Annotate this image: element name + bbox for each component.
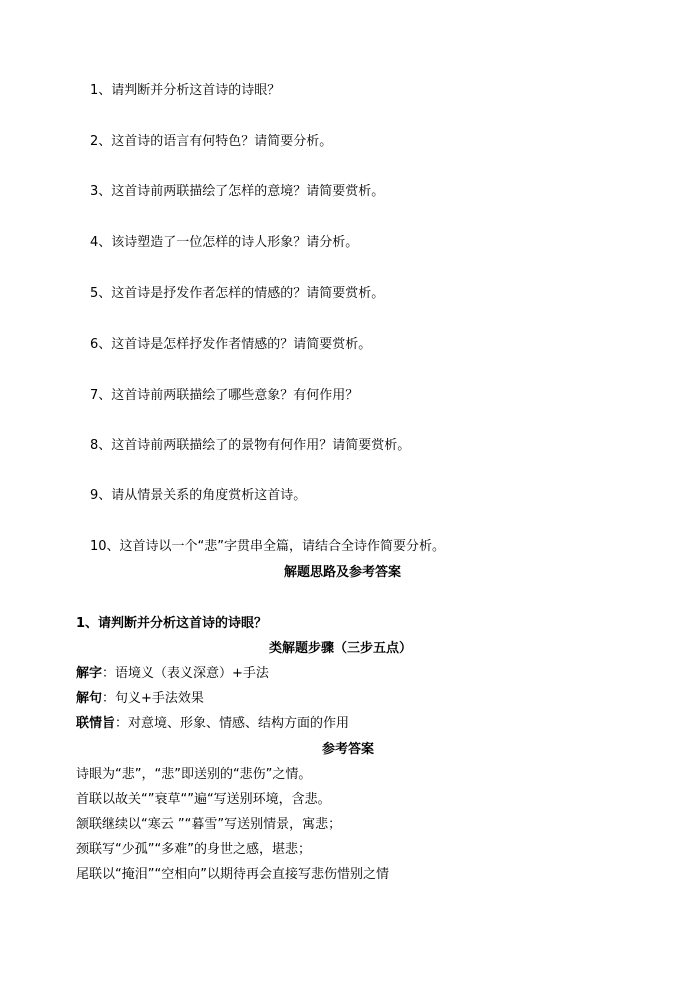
step-item <box>76 690 204 708</box>
step-label: 解句 <box>76 691 103 706</box>
step-item <box>76 715 349 733</box>
step-text: ：对意境、形象、情感、结构方面的作用 <box>115 716 350 731</box>
step-label: 解字 <box>76 666 103 681</box>
steps-title: 类解题步骤（三步五点） <box>269 641 413 656</box>
question-item: 1、请判断并分析这首诗的诗眼？ <box>90 83 281 98</box>
question-item: 3、这首诗前两联描绘了怎样的意境？请简要赏析。 <box>90 184 385 199</box>
answer-line: 颈联写“少孤”“多难”的身世之感，堪悲； <box>76 842 311 857</box>
answer-line: 首联以故关“”衰草“”遍“写送别环境，含悲。 <box>76 792 331 807</box>
question-item: 9、请从情景关系的角度赏析这首诗。 <box>90 488 307 503</box>
question-item: 6、这首诗是怎样抒发作者情感的？请简要赏析。 <box>90 337 372 352</box>
step-item <box>76 665 269 683</box>
step-text: ：语境义（表义深意）+手法 <box>102 666 269 681</box>
answer-title: 参考答案 <box>322 742 375 757</box>
step-label: 联情旨 <box>76 716 116 731</box>
section-title: 解题思路及参考答案 <box>284 565 402 580</box>
question-item: 5、这首诗是抒发作者怎样的情感的？请简要赏析。 <box>90 286 385 301</box>
answer-line: 颔联继续以“寒云 ”“暮雪”写送别情景，寓悲； <box>76 817 342 832</box>
question-item: 4、该诗塑造了一位怎样的诗人形象？请分析。 <box>90 235 359 250</box>
step-text: ：句义+手法效果 <box>102 691 204 706</box>
question-item: 10、这首诗以一个“悲”字贯串全篇，请结合全诗作简要分析。 <box>90 539 446 554</box>
answer-line: 诗眼为“悲”，“悲”即送别的“悲伤”之情。 <box>76 767 312 782</box>
answer-question-heading: 1、请判断并分析这首诗的诗眼？ <box>76 616 268 631</box>
question-item: 8、这首诗前两联描绘了的景物有何作用？请简要赏析。 <box>90 438 411 453</box>
question-item: 7、这首诗前两联描绘了哪些意象？有何作用？ <box>90 388 359 403</box>
answer-line: 尾联以“掩泪”“空相向”以期待再会直接写悲伤惜别之情 <box>76 867 389 882</box>
question-item: 2、这首诗的语言有何特色？请简要分析。 <box>90 134 333 149</box>
